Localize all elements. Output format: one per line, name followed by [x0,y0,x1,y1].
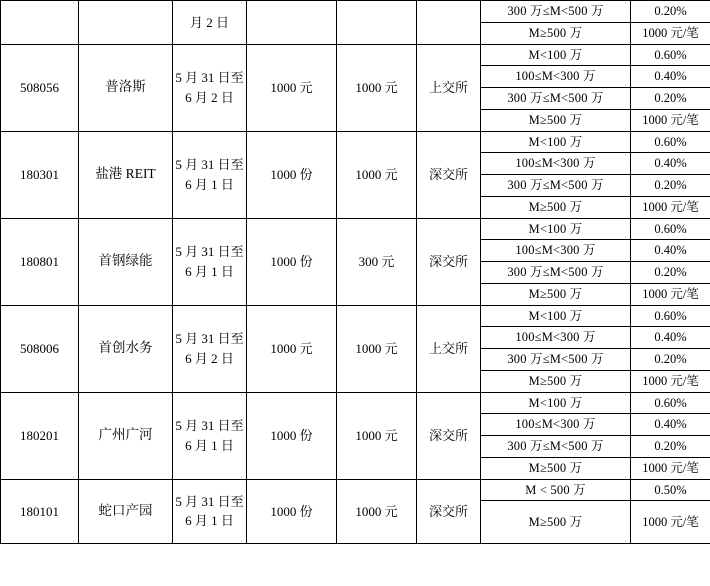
table-row [1,218,710,240]
cell-amount-range: 100≤M<300 万 [481,153,631,175]
cell-amount-range: 100≤M<300 万 [481,327,631,349]
cell-unit-price: 1000 元 [337,479,417,544]
cell-name: 盐港 REIT [79,131,173,218]
cell-exchange: 上交所 [417,44,481,131]
cell-amount-range: M≥500 万 [481,109,631,131]
cell-fee-rate: 0.50% [631,479,710,501]
cell-min-subscription: 1000 份 [247,131,337,218]
cell-period: 5 月 31 日至 6 月 2 日 [173,305,247,392]
cell-exchange-partial [417,1,481,45]
cell-amount-range: 300 万≤M<500 万 [481,1,631,23]
cell-amount-range: M<100 万 [481,218,631,240]
cell-fee-rate: 0.40% [631,66,710,88]
cell-code: 180201 [1,392,79,479]
cell-fee-rate: 0.60% [631,44,710,66]
cell-min-partial [247,1,337,45]
cell-amount-range: M≥500 万 [481,370,631,392]
cell-code: 180301 [1,131,79,218]
cell-amount-range: M<100 万 [481,392,631,414]
cell-fee-rate: 0.40% [631,153,710,175]
cell-fee-rate: 0.20% [631,349,710,371]
cell-min-subscription: 1000 份 [247,479,337,544]
cell-amount-range: 300 万≤M<500 万 [481,175,631,197]
cell-fee-rate: 0.40% [631,414,710,436]
cell-name: 广州广河 [79,392,173,479]
cell-fee-rate: 0.20% [631,262,710,284]
cell-code: 180101 [1,479,79,544]
cell-amount-range: 100≤M<300 万 [481,240,631,262]
cell-fee-rate: 1000 元/笔 [631,283,710,305]
cell-exchange: 深交所 [417,392,481,479]
cell-name: 蛇口产园 [79,479,173,544]
cell-fee-rate: 1000 元/笔 [631,501,710,544]
table-row [1,44,710,66]
cell-fee-rate: 0.20% [631,1,710,23]
cell-unit-price: 1000 元 [337,44,417,131]
cell-fee-rate: 0.20% [631,436,710,458]
cell-amount-range: 300 万≤M<500 万 [481,349,631,371]
cell-code: 180801 [1,218,79,305]
cell-fee-rate: 0.20% [631,175,710,197]
cell-fee-rate: 1000 元/笔 [631,196,710,218]
table-row [1,392,710,414]
cell-amount-range: M≥500 万 [481,196,631,218]
cell-fee-rate: 0.60% [631,131,710,153]
cell-name: 首创水务 [79,305,173,392]
cell-amount-range: M≥500 万 [481,501,631,544]
cell-min-subscription: 1000 元 [247,305,337,392]
cell-amount-range: M<100 万 [481,44,631,66]
cell-amount-range: 300 万≤M<500 万 [481,88,631,110]
cell-fee-rate: 1000 元/笔 [631,457,710,479]
cell-amount-range: 100≤M<300 万 [481,66,631,88]
cell-code: 508006 [1,305,79,392]
cell-name: 普洛斯 [79,44,173,131]
cell-fee-rate: 1000 元/笔 [631,109,710,131]
table-row [1,1,710,23]
cell-exchange: 深交所 [417,218,481,305]
cell-fee-rate: 1000 元/笔 [631,370,710,392]
table-row [1,131,710,153]
cell-amount-range: M < 500 万 [481,479,631,501]
cell-code: 508056 [1,44,79,131]
cell-period: 5 月 31 日至 6 月 1 日 [173,479,247,544]
cell-fee-rate: 0.60% [631,305,710,327]
cell-unit-partial [337,1,417,45]
cell-fee-rate: 0.40% [631,327,710,349]
cell-period: 5 月 31 日至 6 月 2 日 [173,44,247,131]
cell-fee-rate: 0.40% [631,240,710,262]
cell-min-subscription: 1000 元 [247,44,337,131]
cell-amount-range: M≥500 万 [481,22,631,44]
table-row [1,479,710,501]
cell-code-partial [1,1,79,45]
cell-exchange: 深交所 [417,479,481,544]
cell-period: 5 月 31 日至 6 月 1 日 [173,131,247,218]
cell-unit-price: 300 元 [337,218,417,305]
cell-unit-price: 1000 元 [337,131,417,218]
table-row [1,305,710,327]
cell-amount-range: 100≤M<300 万 [481,414,631,436]
cell-amount-range: 300 万≤M<500 万 [481,436,631,458]
cell-amount-range: M<100 万 [481,305,631,327]
cell-min-subscription: 1000 份 [247,218,337,305]
cell-amount-range: M≥500 万 [481,283,631,305]
cell-amount-range: M<100 万 [481,131,631,153]
cell-amount-range: M≥500 万 [481,457,631,479]
cell-min-subscription: 1000 份 [247,392,337,479]
cell-period: 5 月 31 日至 6 月 1 日 [173,218,247,305]
cell-exchange: 上交所 [417,305,481,392]
cell-unit-price: 1000 元 [337,392,417,479]
cell-period-partial: 月 2 日 [173,1,247,45]
cell-fee-rate: 0.60% [631,392,710,414]
cell-unit-price: 1000 元 [337,305,417,392]
cell-fee-rate: 0.20% [631,88,710,110]
cell-name: 首钢绿能 [79,218,173,305]
cell-exchange: 深交所 [417,131,481,218]
cell-fee-rate: 0.60% [631,218,710,240]
cell-period: 5 月 31 日至 6 月 1 日 [173,392,247,479]
cell-name-partial [79,1,173,45]
cell-fee-rate: 1000 元/笔 [631,22,710,44]
cell-amount-range: 300 万≤M<500 万 [481,262,631,284]
